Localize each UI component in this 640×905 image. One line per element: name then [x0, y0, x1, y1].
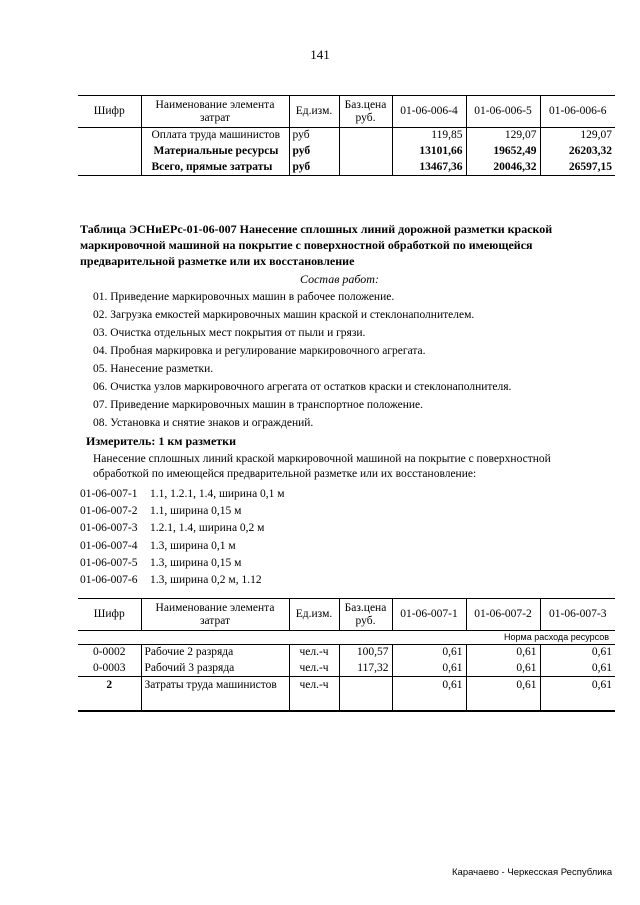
table-row [78, 661, 615, 677]
col-header-price: Баз.цена руб. [339, 599, 392, 631]
code-text: 1.1, 1.2.1, 1.4, ширина 0,1 м [150, 488, 285, 500]
row-unit: руб [289, 128, 339, 144]
col-header-rate-2: 01-06-006-5 [466, 96, 540, 128]
table-row [78, 160, 615, 176]
row-name: Материальные ресурсы [153, 145, 279, 157]
table-row [78, 645, 615, 661]
col-header-rate-3: 01-06-007-3 [549, 608, 607, 620]
col-header-rate-2: 01-06-007-2 [466, 599, 540, 631]
row-unit: чел.-ч [289, 645, 339, 661]
norm-label: Норма расхода ресурсов [504, 632, 609, 642]
row-value-2: 19652,49 [466, 144, 540, 160]
row-name: Всего, прямые затраты [151, 160, 273, 173]
col-header-unit: Ед.изм. [289, 96, 339, 128]
row-unit: руб [289, 160, 339, 176]
code-number: 01-06-007-3 [80, 522, 138, 534]
work-item: 03. Очистка отдельных мест покрытия от пыли и грязи. [93, 327, 366, 339]
row-code: 0-0003 [78, 661, 141, 677]
row-code: 0-0002 [78, 645, 141, 661]
row-value-1: 0,61 [392, 645, 466, 661]
section-title-line: маркировочной машиной на покрытие с поверхностной обработкой по имеющейся [80, 238, 533, 252]
work-item: 08. Установка и снятие знаков и ограждений. [93, 417, 314, 429]
row-value-1: 13101,66 [392, 144, 466, 160]
row-code: 2 [78, 677, 141, 711]
row-name: Рабочие 2 разряда [141, 645, 289, 661]
resource-norm-table [78, 598, 615, 712]
code-text: 1.1, ширина 0,15 м [150, 505, 242, 517]
row-value-2: 0,61 [466, 645, 540, 661]
row-price: 100,57 [339, 645, 392, 661]
col-header-price: Баз.цена руб. [339, 96, 392, 128]
row-unit: руб [289, 144, 339, 160]
col-header-rate-1: 01-06-006-4 [392, 96, 466, 128]
code-text: 1.3, ширина 0,1 м [150, 540, 236, 552]
row-value-3: 0,61 [591, 646, 612, 659]
row-unit: чел.-ч [289, 677, 339, 711]
code-number: 01-06-007-2 [80, 505, 138, 517]
work-item: 06. Очистка узлов маркировочного агрегата от остатков краски и стеклонаполнителя. [93, 381, 512, 393]
row-value-3: 26203,32 [568, 145, 612, 157]
code-item [80, 487, 285, 501]
row-value-2: 0,61 [466, 677, 540, 711]
work-heading: Состав работ: [300, 272, 379, 286]
code-item [80, 556, 241, 570]
measure-unit: Измеритель: 1 км разметки [86, 434, 237, 448]
row-value-2: 20046,32 [466, 160, 540, 176]
row-unit: чел.-ч [289, 661, 339, 677]
code-item [80, 521, 264, 535]
section-title [80, 221, 620, 269]
code-item [80, 539, 236, 553]
page-footer: Карачаево - Черкесская Республика [452, 867, 613, 878]
col-header-rate-1: 01-06-007-1 [392, 599, 466, 631]
work-item: 04. Пробная маркировка и регулирование маркировочного агрегата. [93, 345, 426, 357]
row-value-3: 129,07 [580, 129, 612, 142]
work-item: 07. Приведение маркировочных машин в транспортное положение. [93, 399, 424, 411]
row-value-2: 129,07 [466, 128, 540, 144]
table-row [78, 677, 615, 711]
col-header-unit: Ед.изм. [289, 599, 339, 631]
row-value-1: 0,61 [392, 661, 466, 677]
code-number: 01-06-007-4 [80, 540, 138, 552]
code-text: 1.2.1, 1.4, ширина 0,2 м [150, 522, 265, 534]
page-number: 141 [310, 47, 330, 62]
code-number: 01-06-007-5 [80, 557, 138, 569]
work-item: 01. Приведение маркировочных машин в рабочее положение. [93, 291, 395, 303]
row-name: Рабочий 3 разряда [141, 661, 289, 677]
table-row [78, 128, 615, 144]
code-number: 01-06-007-6 [80, 574, 138, 586]
col-header-name: Наименование элемента затрат [141, 96, 289, 128]
code-text: 1.3, ширина 0,2 м, 1.12 [150, 574, 262, 586]
description-line: Нанесение сплошных линий краской маркировочной машиной на покрытие с поверхностной [93, 453, 551, 465]
col-header-code: Шифр [78, 96, 141, 128]
col-header-code: Шифр [78, 599, 141, 631]
description [93, 452, 551, 482]
row-value-1: 0,61 [392, 677, 466, 711]
row-price [339, 677, 392, 711]
code-number: 01-06-007-1 [80, 488, 138, 500]
row-name: Затраты труда машинистов [141, 677, 289, 711]
row-value-1: 13467,36 [392, 160, 466, 176]
row-value-3: 0,61 [591, 661, 612, 674]
cost-summary-table [78, 95, 615, 176]
row-value-1: 119,85 [392, 128, 466, 144]
code-item [80, 573, 262, 587]
section-title-line: предварительной разметке или их восстановление [80, 254, 355, 268]
row-value-2: 0,61 [466, 661, 540, 677]
section-title-line: Таблица ЭСНиЕРс-01-06-007 Нанесение сплошных линий дорожной разметки краской [80, 222, 553, 236]
code-text: 1.3, ширина 0,15 м [150, 557, 242, 569]
table-row [78, 144, 615, 160]
work-item: 02. Загрузка емкостей маркировочных машин краской и стеклонаполнителем. [93, 309, 475, 321]
description-line: обработкой по имеющейся предварительной разметке или их восстановление: [93, 468, 477, 480]
row-name: Оплата труда машинистов [151, 129, 281, 142]
col-header-name: Наименование элемента затрат [141, 599, 289, 631]
work-item: 05. Нанесение разметки. [93, 363, 214, 375]
row-value-3: 0,61 [591, 679, 612, 691]
code-item [80, 504, 241, 518]
row-price: 117,32 [339, 661, 392, 677]
row-value-3: 26597,15 [568, 160, 612, 173]
col-header-rate-3: 01-06-006-6 [549, 105, 607, 117]
